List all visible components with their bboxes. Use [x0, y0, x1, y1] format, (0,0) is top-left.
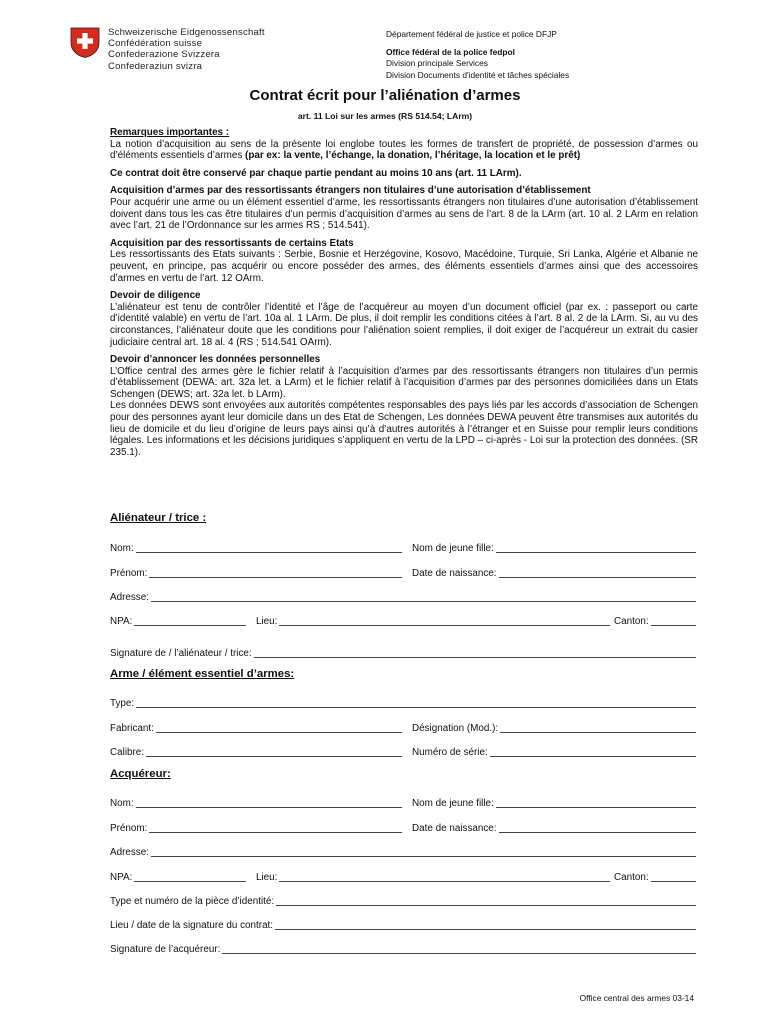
alienator-npa-field[interactable]: [110, 614, 246, 628]
field-line[interactable]: [496, 806, 696, 808]
states-heading: Acquisition par des ressortissants de certains Etats: [110, 237, 354, 249]
field-label: Nom:: [110, 798, 134, 809]
page-title: Contrat écrit pour l’aliénation d’armes: [249, 87, 521, 104]
acquirer-address-field[interactable]: [110, 845, 696, 859]
acquirer-birth-date-field[interactable]: [412, 821, 696, 835]
weapon-designation-field[interactable]: [412, 721, 696, 735]
weapon-serial-field[interactable]: [412, 745, 696, 759]
alienator-row-address: [110, 590, 696, 604]
field-label: Date de naissance:: [412, 568, 497, 579]
alienator-row-signature: [110, 646, 696, 660]
field-line[interactable]: [279, 880, 610, 882]
field-line[interactable]: [134, 624, 246, 626]
field-label: Type et numéro de la pièce d’identité:: [110, 896, 275, 907]
field-label: Signature de l’acquéreur:: [110, 944, 221, 955]
field-line[interactable]: [134, 880, 246, 882]
division-main: Division principale Services: [386, 58, 488, 69]
field-line[interactable]: [149, 576, 402, 578]
acquirer-place-field[interactable]: [256, 870, 610, 884]
division-docs: Division Documents d'identité et tâches spéciales: [386, 70, 570, 81]
states-text: Les ressortissants des Etats suivants : Serbie, Bosnie et Herzégovine, Kosovo, Macédoine, Turquie, Sri Lanka, Algérie et Albanie ne peuvent, en principe, pas acquérir ou encore posséder des armes, des éléments essentiels d’armes ainsi que des accessoires d’armes en vertu de l’art. 12 OArm.: [110, 249, 698, 284]
alienator-row-npa: [110, 614, 696, 628]
swiss-coat-of-arms-icon: [70, 27, 100, 58]
diligence-heading: Devoir de diligence: [110, 290, 201, 302]
confederation-line: Schweizerische Eidgenossenschaft: [108, 27, 265, 38]
acquirer-maiden-name-field[interactable]: [412, 796, 696, 810]
weapon-heading: Arme / élément essentiel d’armes:: [110, 668, 295, 680]
department-name: Département fédéral de justice et police DFJP: [386, 29, 557, 39]
remarks-intro: [110, 139, 698, 162]
foreign-heading: Acquisition d’armes par des ressortissants étrangers non titulaires d’une autorisation d’établissement: [110, 185, 591, 197]
acquirer-signature-field[interactable]: [110, 942, 696, 956]
field-label: Fabricant:: [110, 723, 154, 734]
weapon-row-type: [110, 696, 696, 710]
field-label: Prénom:: [110, 568, 148, 579]
field-label: Canton:: [614, 872, 649, 883]
field-line[interactable]: [156, 731, 402, 733]
weapon-manufacturer-field[interactable]: [110, 721, 402, 735]
field-line[interactable]: [496, 551, 696, 553]
acquirer-name-field[interactable]: [110, 796, 402, 810]
field-label: Lieu:: [256, 872, 278, 883]
confederation-names: [108, 27, 265, 72]
page-subtitle: art. 11 Loi sur les armes (RS 514.54; LArm): [297, 111, 473, 121]
alienator-address-field[interactable]: [110, 590, 696, 604]
field-label: Lieu:: [256, 616, 278, 627]
weapon-row-caliber: [110, 745, 696, 759]
acquirer-row-contract-date: [110, 918, 696, 932]
field-label: Canton:: [614, 616, 649, 627]
field-line[interactable]: [136, 706, 696, 708]
confederation-line: Confédération suisse: [108, 38, 203, 50]
acquirer-first-name-field[interactable]: [110, 821, 402, 835]
diligence-text: L’aliénateur est tenu de contrôler l’identité et l’âge de l’acquéreur au moyen d’un document officiel (par ex. : passeport ou carte d’identité valable) en vertu de l’art. 10a al. 1 LArm. De plus, il doit remplir les conditions citées à l’art. 8 al. 2 de la LArm. Si, au vu des circonstances, l’aliénateur doute que les conditions pour l’aliénation soient remplies, il doit exiger de l’acquéreur un extrait du casier judiciaire central art. 18 al. 4 (RS ; 514.541 OArm).: [110, 301, 698, 348]
acquirer-id-doc-field[interactable]: [110, 894, 696, 908]
field-label: Adresse:: [110, 592, 149, 603]
field-label: Lieu / date de la signature du contrat:: [110, 920, 274, 931]
field-line[interactable]: [490, 755, 696, 757]
field-label: Nom de jeune fille:: [412, 798, 494, 809]
alienator-heading: Aliénateur / trice :: [110, 512, 207, 524]
office-name: Office fédéral de la police fedpol: [386, 46, 515, 57]
field-line[interactable]: [651, 880, 696, 882]
field-line[interactable]: [151, 855, 696, 857]
remarks-section: [110, 127, 698, 458]
field-label: NPA:: [110, 616, 133, 627]
field-label: Signature de / l’aliénateur / trice:: [110, 648, 252, 659]
report-text: L’Office central des armes gère le fichier relatif à l’acquisition d’armes par des ressortissants étrangers non titulaires d’un permis d’établissement (DEWA: art. 32a let. a LArm) et le fichier relatif à l’acquisition d’armes par des personnes domiciliées dans un Etats Schengen (DEWS; art. 32a let. b LArm).: [110, 365, 698, 400]
remarks-heading: Remarques importantes :: [110, 127, 230, 138]
field-label: Type:: [110, 698, 135, 709]
alienator-maiden-name-field[interactable]: [412, 541, 696, 555]
field-line[interactable]: [500, 731, 696, 733]
field-line[interactable]: [222, 952, 696, 954]
field-label: NPA:: [110, 872, 133, 883]
acquirer-row-firstname: [110, 821, 696, 835]
field-label: Adresse:: [110, 847, 149, 858]
field-line[interactable]: [254, 656, 696, 658]
remarks-intro-examples: (par ex: la vente, l’échange, la donation, l’héritage, la location et le prêt): [245, 150, 581, 162]
alienator-row-name: [110, 541, 696, 555]
field-line[interactable]: [146, 755, 402, 757]
acquirer-row-signature: [110, 942, 696, 956]
confederation-line: Confederaziun svizra: [108, 60, 203, 72]
acquirer-row-npa: [110, 870, 696, 884]
weapon-type-field[interactable]: [110, 696, 696, 710]
remarks-intro-text: La notion d’acquisition au sens de la présente loi englobe toutes les formes de transfert de propriété, de possession d’armes ou d’éléments essentiels d’armes: [110, 138, 698, 162]
alienator-row-firstname: [110, 566, 696, 580]
weapon-caliber-field[interactable]: [110, 745, 402, 759]
alienator-signature-field[interactable]: [110, 646, 696, 660]
acquirer-contract-place-date-field[interactable]: [110, 918, 696, 932]
weapon-row-manufacturer: [110, 721, 696, 735]
field-label: Calibre:: [110, 747, 145, 758]
acquirer-canton-field[interactable]: [614, 870, 696, 884]
field-line[interactable]: [651, 624, 696, 626]
report-text: Les données DEWS sont envoyées aux autorités compétentes responsables des pays liés par les accords d’association de Schengen pour des personnes ayant leur domicile dans un des Etat de Schengen, Les données DEWA peuvent être transmises aux autorités du lieu de domicile et du lieu d’origine de leurs pays ainsi qu’à d’autres autorités à l’étranger et en Suisse pour remplir leurs conditions légales. Les informations et les décisions juridiques s’appliquent en vertu de la LPD – ci-après - Loi sur la protection des données. (SR 235.1).: [110, 400, 698, 458]
acquirer-row-id-doc: [110, 894, 696, 908]
acquirer-row-address: [110, 845, 696, 859]
alienator-canton-field[interactable]: [614, 614, 696, 628]
field-line[interactable]: [136, 806, 402, 808]
field-line[interactable]: [275, 928, 696, 930]
acquirer-heading: Acquéreur:: [110, 768, 171, 780]
field-line[interactable]: [136, 551, 402, 553]
field-line[interactable]: [279, 624, 610, 626]
foreign-text: Pour acquérir une arme ou un élément essentiel d’arme, les ressortissants étrangers non titulaires d’une autorisation d’établissement doivent dans tous les cas être titulaires d’un permis d’acquisition d’armes au sens de l’art. 8 de la LArm (art. 10 al. 2 LArm en relation avec l’art. 21 de l’Ordonnance sur les armes RS ; 514.541).: [110, 196, 698, 232]
acquirer-npa-field[interactable]: [110, 870, 246, 884]
field-label: Nom:: [110, 543, 134, 554]
alienator-place-field[interactable]: [256, 614, 610, 628]
field-line[interactable]: [151, 600, 696, 602]
alienator-name-field[interactable]: [110, 541, 402, 555]
field-label: Numéro de série:: [412, 747, 488, 758]
department-block: [386, 29, 569, 82]
alienator-first-name-field[interactable]: [110, 566, 402, 580]
field-label: Désignation (Mod.):: [412, 723, 499, 734]
footer-text: Office central des armes 03-14: [579, 993, 694, 1003]
remarks-keep-notice: Ce contrat doit être conservé par chaque partie pendant au moins 10 ans (art. 11 LArm).: [110, 167, 522, 179]
report-heading: Devoir d’annoncer les données personnelles: [110, 354, 321, 366]
field-label: Prénom:: [110, 823, 148, 834]
field-line[interactable]: [276, 904, 696, 906]
field-line[interactable]: [499, 576, 696, 578]
field-line[interactable]: [149, 831, 402, 833]
alienator-birth-date-field[interactable]: [412, 566, 696, 580]
confederation-line: Confederazione Svizzera: [108, 49, 220, 61]
field-line[interactable]: [499, 831, 696, 833]
acquirer-row-name: [110, 796, 696, 810]
field-label: Nom de jeune fille:: [412, 543, 494, 554]
field-label: Date de naissance:: [412, 823, 497, 834]
